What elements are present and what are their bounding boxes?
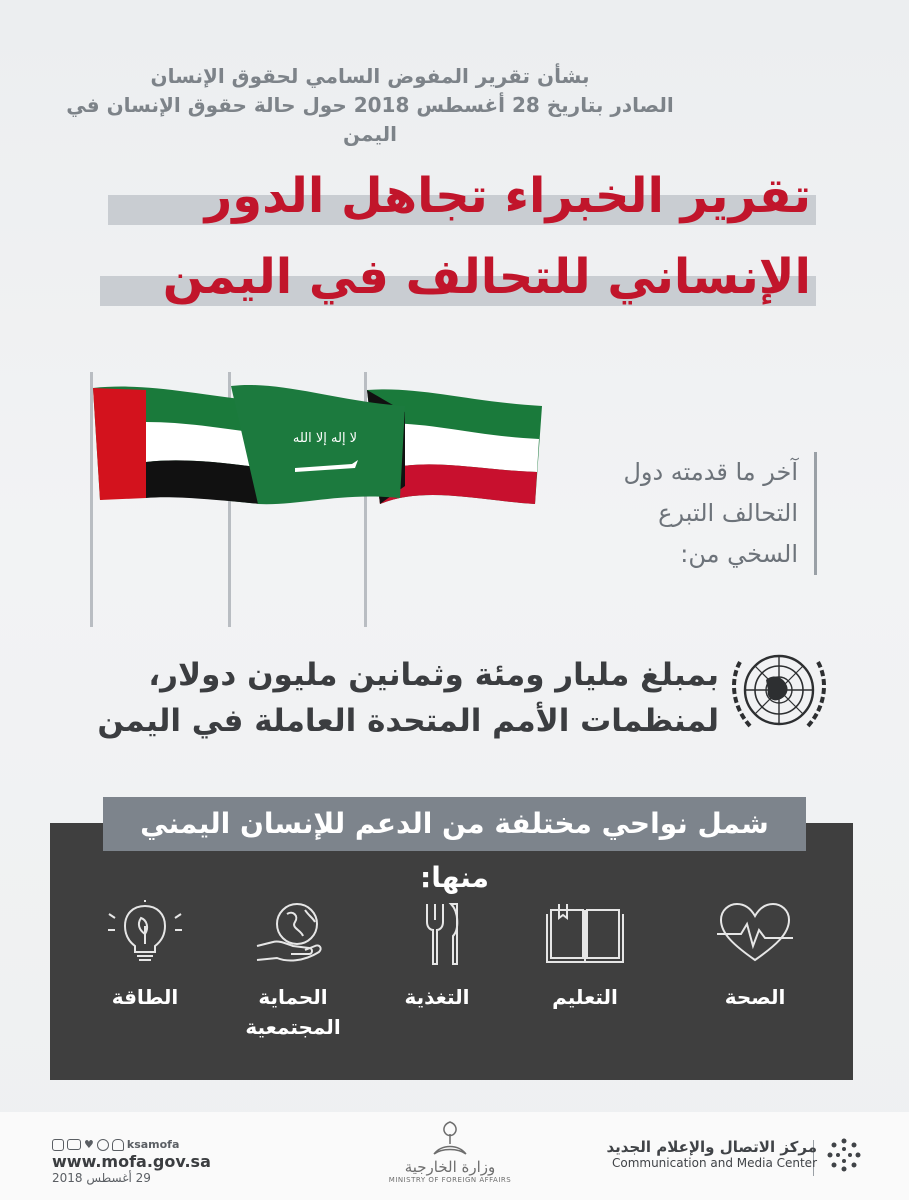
coalition-line-3: السخي من: [680,540,798,568]
hand-globe-icon [253,900,333,966]
category-label: التغذية [404,985,470,1009]
category-community-protection [228,900,358,1042]
coalition-line-1: آخر ما قدمته دول [623,458,798,486]
media-center-logo-icon [825,1136,863,1174]
media-center-name [606,1138,817,1170]
donation-line-2: لمنظمات الأمم المتحدة العاملة في اليمن [97,703,719,739]
support-title: شمل نواحي مختلفة من الدعم للإنسان اليمني منها: [103,797,806,851]
un-emblem-icon [720,640,838,740]
flag-pole [90,372,93,627]
fork-knife-icon [397,900,477,966]
category-nutrition [372,900,502,1012]
category-label: الحماية المجتمعية [245,985,341,1039]
snapchat-icon[interactable] [112,1139,124,1151]
coalition-flags [80,372,550,632]
coalition-line-2: التحالف التبرع [658,499,798,527]
twitter-icon[interactable]: ♥ [84,1138,94,1151]
headline-line-2: الإنساني للتحالف في اليمن [162,249,811,305]
facebook-icon[interactable] [97,1139,109,1151]
category-health [690,900,820,1012]
subtitle-line-1: بشأن تقرير المفوض السامي لحقوق الإنسان [150,64,590,88]
heart-pulse-icon [715,900,795,966]
category-label: التعليم [552,985,618,1009]
svg-text:لا إله إلا الله: لا إله إلا الله [292,431,358,446]
youtube-icon[interactable] [67,1139,81,1150]
social-row [52,1138,211,1151]
category-label: الطاقة [111,985,179,1009]
ministry-name-ar: وزارة الخارجية [404,1158,496,1176]
donation-line-1: بمبلغ مليار ومئة وثمانين مليون دولار، [148,657,719,693]
social-handle: ksamofa [126,1138,180,1151]
headline-line-1: تقرير الخبراء تجاهل الدور [204,168,811,224]
report-subtitle [60,62,680,149]
donation-text [79,652,719,744]
saudi-emblem-icon [428,1118,472,1158]
media-center-name-ar: مركز الاتصال والإعلام الجديد [606,1138,817,1156]
ministry-logo-text [380,1158,520,1184]
category-education [520,900,650,1012]
coalition-intro [598,452,817,575]
subtitle-line-2: الصادر بتاريخ 28 أغسطس 2018 حول حالة حقوق الإنسان في اليمن [66,93,674,146]
website-link[interactable]: www.mofa.gov.sa [52,1152,211,1171]
footer-contact [52,1138,211,1185]
footer-date: 29 أغسطس 2018 [52,1171,151,1185]
category-energy [80,900,210,1012]
category-label: الصحة [724,985,786,1009]
lightbulb-leaf-icon [105,900,185,966]
media-center-name-en: Communication and Media Center [611,1156,817,1170]
ministry-name-en: MINISTRY OF FOREIGN AFFAIRS [388,1176,512,1184]
open-book-icon [545,900,625,966]
instagram-icon[interactable] [52,1139,64,1151]
